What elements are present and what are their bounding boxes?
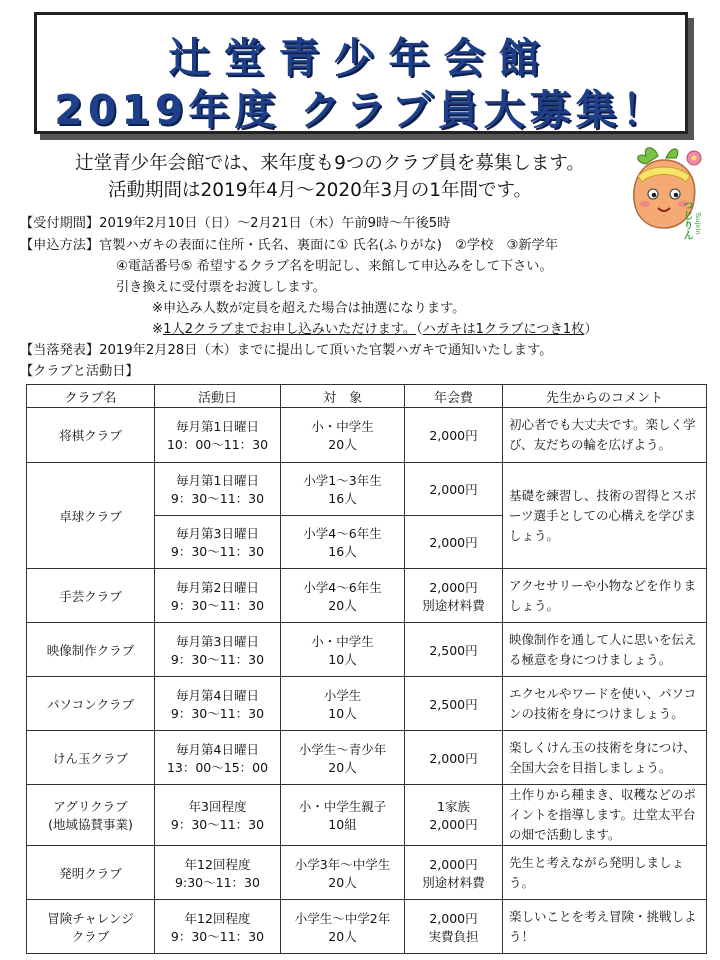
clubs-heading: 【クラブと活動日】 <box>20 364 139 379</box>
fee-amount: 2,000円 <box>429 910 478 926</box>
target-group: 小学生 <box>323 687 362 703</box>
clubs-table <box>26 384 707 954</box>
mascot-label: つじりん <box>681 200 692 240</box>
club-name-main: 冒険チャレンジ <box>47 910 134 926</box>
comment: 初心者でも大丈夫です。楽しく学び、友だちの輪を広げよう。 <box>503 408 707 463</box>
title-line-1: 辻堂青少年会館 <box>168 34 554 82</box>
fee <box>405 569 503 623</box>
table-row <box>27 623 707 677</box>
time: 9：30～11：30 <box>170 544 265 559</box>
day: 毎月第1日曜日 <box>176 419 259 434</box>
target <box>281 408 405 463</box>
time: 9:30～11：30 <box>175 874 260 890</box>
time: 13：00～15：00 <box>166 759 269 775</box>
target-group: 小学3年～中学生 <box>294 856 391 872</box>
table-row <box>27 463 707 516</box>
time: 9：30～11：30 <box>170 928 265 944</box>
table-row <box>27 900 707 954</box>
comment: 楽しくけん玉の技術を身につけ、全国大会を目指しましょう。 <box>503 731 707 785</box>
note-limit-prefix: ※ <box>152 322 164 337</box>
target <box>281 846 405 900</box>
fee-amount: 2,000円 <box>429 817 478 832</box>
day: 年12回程度 <box>184 856 251 872</box>
club-name-main: アグリクラブ <box>53 799 128 814</box>
comment: 楽しいことを考え冒険・挑戦しよう！ <box>503 900 707 954</box>
capacity: 10人 <box>328 651 357 667</box>
target-group: 小・中学生 <box>311 419 374 434</box>
capacity: 20人 <box>328 597 357 613</box>
table-header-row <box>27 385 707 408</box>
time: 9：30～11：30 <box>170 491 265 506</box>
target-group: 小・中学生親子 <box>298 799 387 814</box>
club-name <box>27 785 155 846</box>
club-name: パソコンクラブ <box>27 677 155 731</box>
header-activity-day: 活動日 <box>155 385 281 408</box>
fee: 2,000円 <box>405 463 503 516</box>
day: 毎月第2日曜日 <box>176 579 259 595</box>
club-name: 手芸クラブ <box>27 569 155 623</box>
activity-day <box>155 846 281 900</box>
day: 毎月第4日曜日 <box>176 687 259 703</box>
note-limit <box>152 318 598 337</box>
note-limit-mid: （ <box>416 322 423 337</box>
club-name: けん玉クラブ <box>27 731 155 785</box>
method-line-3: 引き換えに受付票をお渡しします。 <box>116 280 326 295</box>
capacity: 20人 <box>328 928 357 944</box>
comment: アクセサリーや小物などを作りましょう。 <box>503 569 707 623</box>
table-row <box>27 846 707 900</box>
target <box>281 677 405 731</box>
target <box>281 463 405 516</box>
comment: 先生と考えながら発明しましょう。 <box>503 846 707 900</box>
target <box>281 900 405 954</box>
note-limit-postcard: ハガキは1クラブにつき1枚 <box>422 322 585 337</box>
activity-day <box>155 516 281 569</box>
fee-note: 実費負担 <box>428 928 479 944</box>
comment: 基礎を練習し、技術の習得とスポーツ選手としての心構えを学びましょう。 <box>503 463 707 569</box>
day: 毎月第4日曜日 <box>176 741 259 757</box>
header-comment: 先生からのコメント <box>503 385 707 408</box>
note-limit-clubs: 1人2クラブまでお申し込みいただけます。 <box>163 322 417 337</box>
target <box>281 731 405 785</box>
table-row <box>27 677 707 731</box>
activity-day <box>155 569 281 623</box>
capacity: 20人 <box>328 874 357 890</box>
activity-day <box>155 623 281 677</box>
title-line-2: 2019年度 クラブ員大募集！ <box>54 86 668 134</box>
target-group: 小学生～青少年 <box>298 741 387 757</box>
comment: 映像制作を通して人に思いを伝える極意を身につけましょう。 <box>503 623 707 677</box>
day: 年3回程度 <box>188 799 247 814</box>
target <box>281 785 405 846</box>
fee: 2,000円 <box>405 731 503 785</box>
target <box>281 516 405 569</box>
announcement: 【当落発表】2019年2月28日（木）までに提出して頂いた官製ハガキで通知いたします。 <box>20 343 553 358</box>
fee-amount: 2,000円 <box>429 579 478 595</box>
fee <box>405 785 503 846</box>
target-group: 小・中学生 <box>311 633 374 649</box>
method-line-2: ④電話番号⑤ 希望するクラブ名を明記し、来館して申込みをして下さい。 <box>116 259 553 274</box>
target-group: 小学生～中学2年 <box>294 910 391 926</box>
club-name: 卓球クラブ <box>27 463 155 569</box>
fee: 2,500円 <box>405 677 503 731</box>
activity-day <box>155 785 281 846</box>
capacity: 16人 <box>328 491 357 506</box>
mascot-sub: Tsujirin <box>694 212 702 235</box>
fee-note: 別途材料費 <box>422 597 485 613</box>
activity-day <box>155 900 281 954</box>
club-name: 将棋クラブ <box>27 408 155 463</box>
day: 年12回程度 <box>184 910 251 926</box>
day: 毎月第1日曜日 <box>176 473 259 488</box>
day: 毎月第3日曜日 <box>176 526 259 541</box>
capacity: 10組 <box>328 817 357 832</box>
activity-day <box>155 677 281 731</box>
capacity: 10人 <box>328 705 357 721</box>
reception-period: 【受付期間】2019年2月10日（日）～2月21日（木）午前9時～午後5時 <box>20 216 451 231</box>
table-row <box>27 569 707 623</box>
fee: 2,500円 <box>405 623 503 677</box>
table-row <box>27 408 707 463</box>
time: 9：30～11：30 <box>170 597 265 613</box>
method-line-1: 【申込方法】官製ハガキの表面に住所・氏名、裏面に① 氏名(ふりがな) ②学校 ③新学年 <box>20 238 558 253</box>
header-club-name: クラブ名 <box>27 385 155 408</box>
fee: 2,000円 <box>405 516 503 569</box>
target-group: 小学4～6年生 <box>303 526 382 541</box>
time: 9：30～11：30 <box>170 705 265 721</box>
note-lottery: ※申込み人数が定員を超えた場合は抽選になります。 <box>152 301 466 316</box>
header-target: 対 象 <box>281 385 405 408</box>
time: 9：30～11：30 <box>170 817 265 832</box>
club-name <box>27 900 155 954</box>
fee-amount: 2,000円 <box>429 856 478 872</box>
note-limit-suffix: ） <box>584 322 598 337</box>
activity-day <box>155 408 281 463</box>
table-row <box>27 785 707 846</box>
fee <box>405 846 503 900</box>
activity-day <box>155 731 281 785</box>
fee <box>405 900 503 954</box>
target <box>281 623 405 677</box>
time: 9：30～11：30 <box>170 651 265 667</box>
header-fee: 年会費 <box>405 385 503 408</box>
club-name: 映像制作クラブ <box>27 623 155 677</box>
intro-line-2: 活動期間は2019年4月～2020年3月の1年間です。 <box>108 180 532 201</box>
fee-unit: 1家族 <box>437 799 470 814</box>
target-group: 小学4～6年生 <box>303 579 382 595</box>
club-name: 発明クラブ <box>27 846 155 900</box>
table-row <box>27 731 707 785</box>
club-name-sub: (地域協賛事業) <box>48 817 133 832</box>
capacity: 20人 <box>328 759 357 775</box>
comment: 土作りから種まき、収穫などのポイントを指導します。辻堂太平台の畑で活動します。 <box>503 785 707 846</box>
fee-note: 別途材料費 <box>422 874 485 890</box>
capacity: 20人 <box>328 437 357 452</box>
intro-line-1: 辻堂青少年会館では、来年度も9つのクラブ員を募集します。 <box>75 153 585 174</box>
time: 10：00～11：30 <box>166 437 269 452</box>
comment: エクセルやワードを使い、パソコンの技術を身につけましょう。 <box>503 677 707 731</box>
capacity: 16人 <box>328 544 357 559</box>
day: 毎月第3日曜日 <box>176 633 259 649</box>
title-banner <box>34 12 688 134</box>
activity-day <box>155 463 281 516</box>
target <box>281 569 405 623</box>
fee: 2,000円 <box>405 408 503 463</box>
target-group: 小学1～3年生 <box>303 473 382 488</box>
club-name-sub: クラブ <box>71 928 110 944</box>
